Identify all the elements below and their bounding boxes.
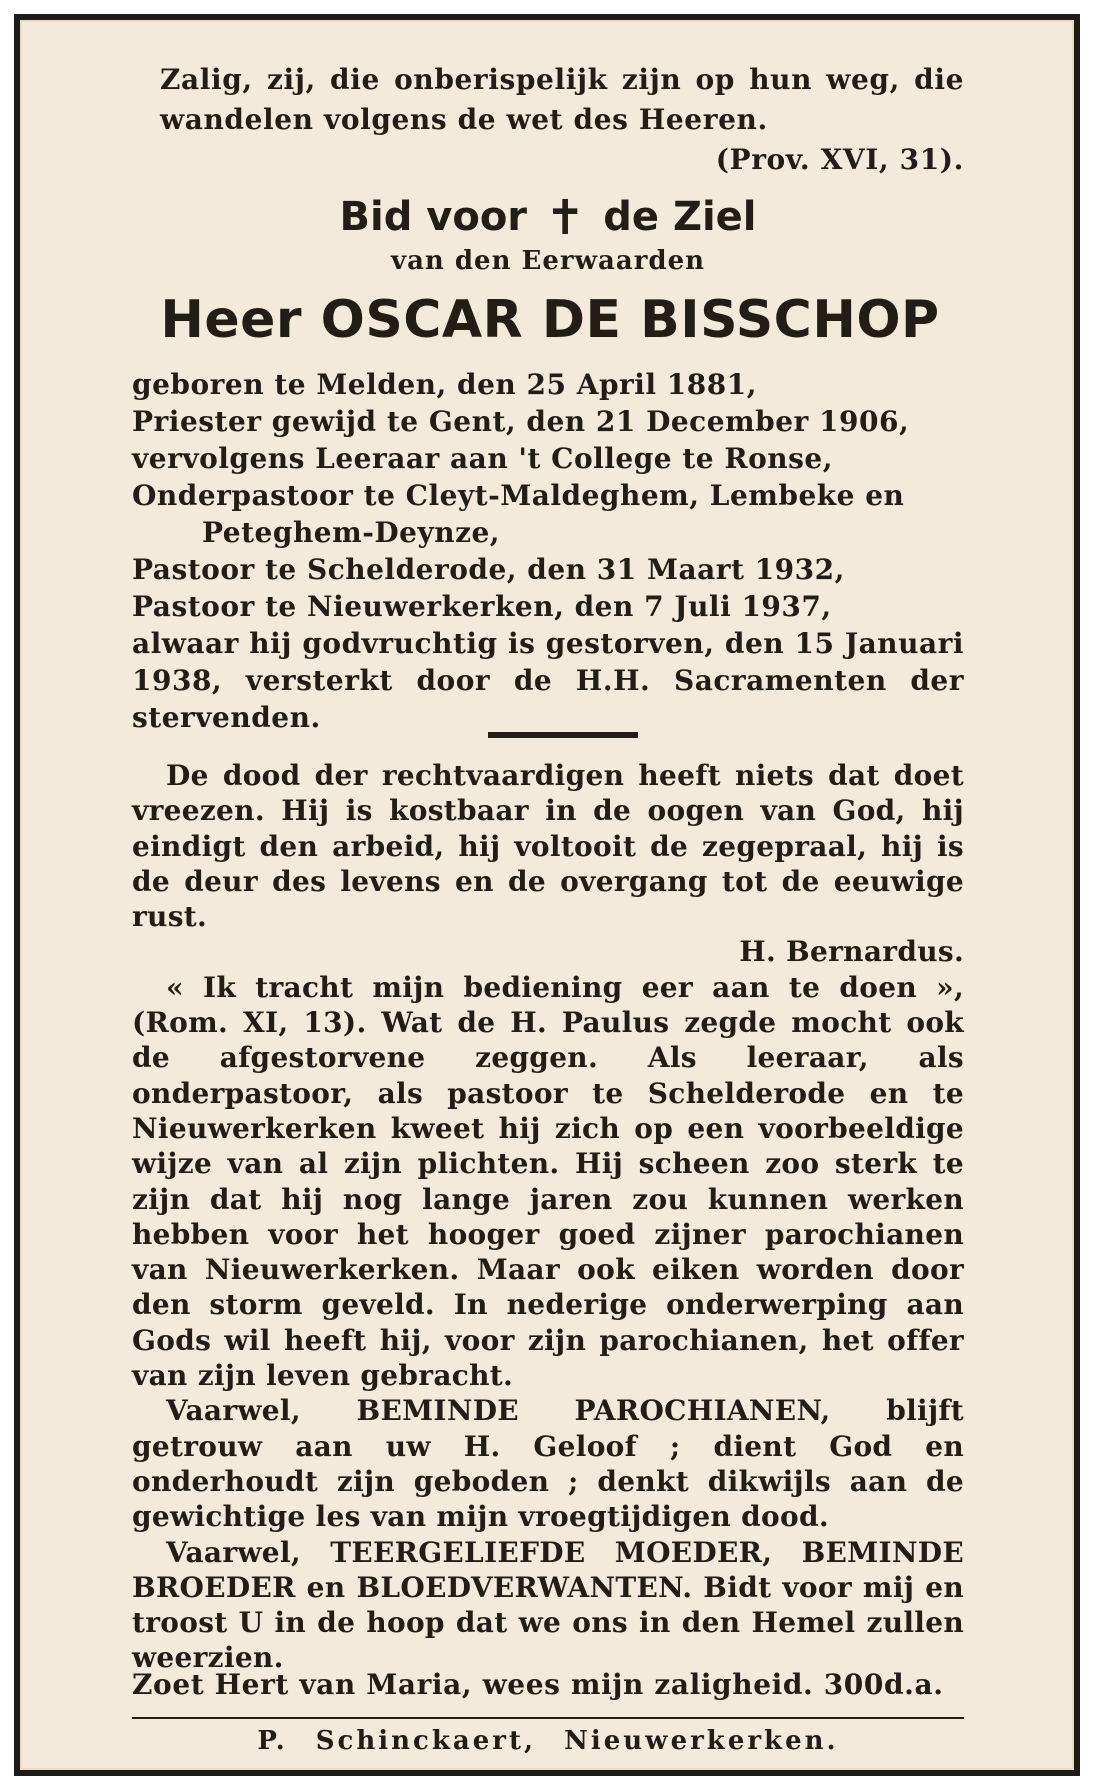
quote-paragraph	[132, 758, 964, 970]
bio-line: Pastoor te Schelderode, den 31 Maart 1932,	[132, 553, 845, 586]
bio-line: Peteghem-Deynze,	[202, 516, 501, 549]
bio-line: Pastoor te Nieuwerkerken, den 7 Juli 1937,	[132, 590, 832, 623]
bio-line: geboren te Melden, den 25 April 1881,	[132, 368, 757, 401]
honorific: van den Eerwaarden	[390, 246, 706, 276]
prayer-heading-before: Bid voor	[339, 194, 528, 240]
footer-divider	[132, 1717, 964, 1719]
scripture-reference: (Prov. XVI, 31).	[715, 143, 964, 176]
cross-icon: ✝	[545, 190, 586, 246]
deceased-name: Heer OSCAR DE BISSCHOP	[160, 290, 940, 350]
biography	[132, 366, 964, 736]
prayer-heading-after: de Ziel	[603, 194, 757, 240]
printer-credit: P. Schinckaert, Nieuwerkerken.	[257, 1726, 839, 1756]
scripture-verse: Zalig, zij, die onberispelijk zijn op hun weg, die wandelen volgens de wet des Heeren.	[160, 63, 964, 136]
closing-prayer: Zoet Hert van Maria, wees mijn zaligheid. 300d.a.	[132, 1668, 944, 1701]
memorial-text	[132, 758, 964, 1676]
farewell-family-paragraph: Vaarwel, TEERGELIEFDE MOEDER, BEMINDE BROEDER en BLOEDVERWANTEN. Bidt voor mij en troost U in de hoop dat we ons in den Hemel zullen weerzien.	[132, 1535, 964, 1675]
farewell-parish-paragraph: Vaarwel, BEMINDE PAROCHIANEN, blijft getrouw aan uw H. Geloof ; dient God en onderhoudt zijn geboden ; denkt dikwijls aan de gewichtige les van mijn vroegtijdigen dood.	[132, 1394, 964, 1534]
bio-line: Onderpastoor te Cleyt-Maldeghem, Lembeke en	[132, 479, 905, 512]
tribute-paragraph: « Ik tracht mijn bediening eer aan te doen », (Rom. XI, 13). Wat de H. Paulus zegde mocht ook de afgestorvene zeggen. Als leeraar, als onderpastoor, als pastoor te Schelderode en te Nieuwerkerken kweet hij zich op een voorbeeldige wijze van al zijn plichten. Hij scheen zoo sterk te zijn dat hij nog lange jaren zou kunnen werken hebben voor het hooger goed zijner parochianen van Nieuwerkerken. Maar ook eiken worden door den storm geveld. In nederige onderwerping aan Gods wil heeft hij, voor zijn parochianen, het offer van zijn leven gebracht.	[132, 970, 964, 1393]
bio-line: Priester gewijd te Gent, den 21 December 1906,	[132, 405, 910, 438]
quote-author: H. Bernardus.	[739, 935, 964, 969]
prayer-heading	[132, 190, 964, 246]
bio-death: alwaar hij godvruchtig is gestorven, den 15 Januari 1938, versterkt door de H.H. Sacramenten der stervenden.	[132, 627, 964, 734]
memorial-card	[14, 14, 1080, 1776]
card-content	[132, 20, 964, 1770]
divider	[488, 732, 638, 738]
bio-line: vervolgens Leeraar aan 't College te Ronse,	[132, 442, 833, 475]
quote-text: De dood der rechtvaardigen heeft niets dat doet vreezen. Hij is kostbaar in de oogen van God, hij eindigt den arbeid, hij voltooit de zegepraal, hij is de deur des levens en de overgang tot de eeuwige rust.	[132, 759, 964, 934]
